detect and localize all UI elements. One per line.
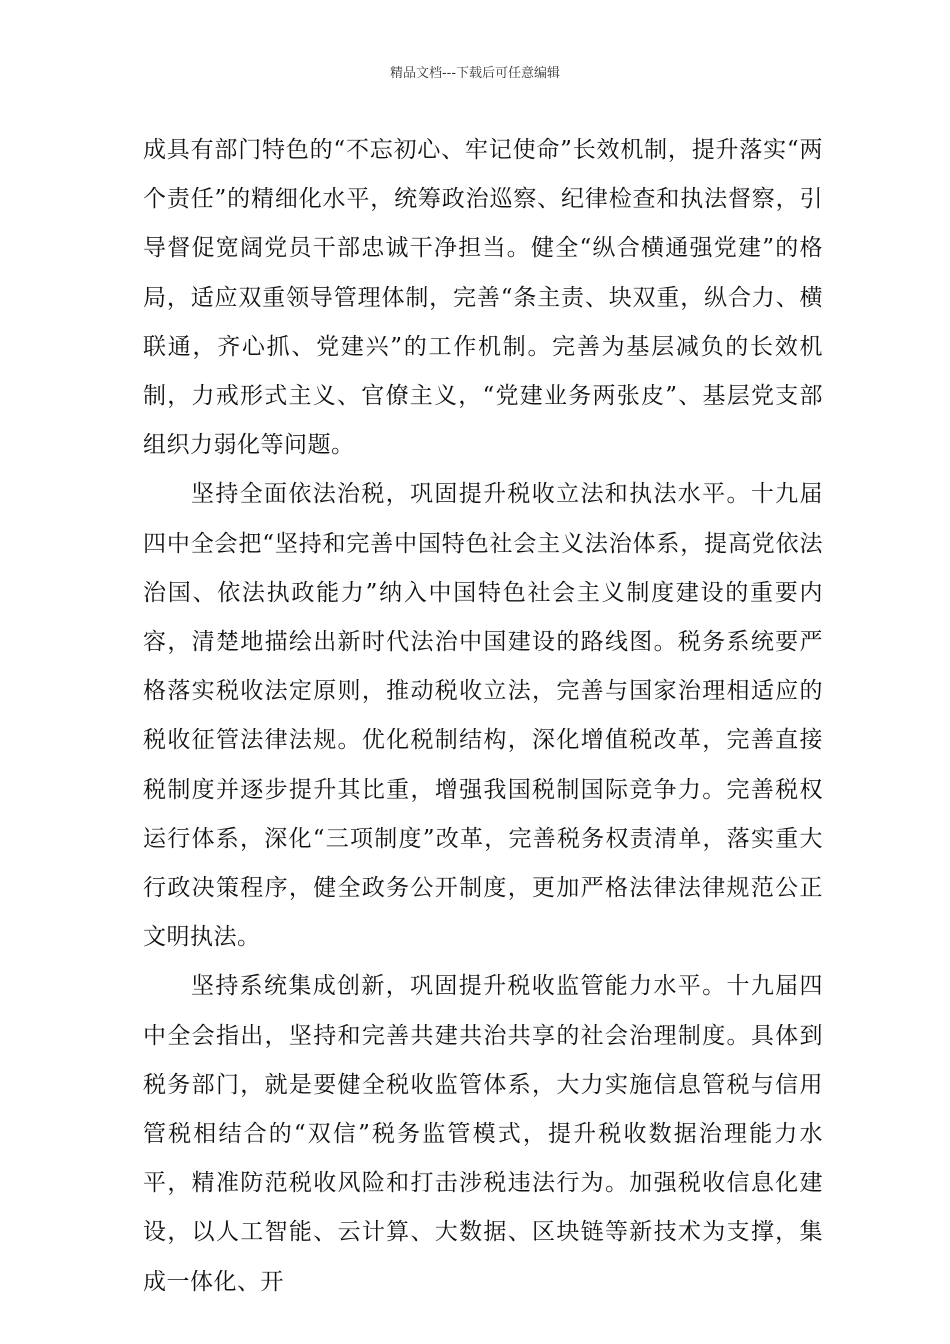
paragraph-3: 坚持系统集成创新，巩固提升税收监管能力水平。十九届四中全会指出，坚持和完善共建共治共享的社会治理制度。具体到税务部门，就是要健全税收监管体系，大力实施信息管税与信用管税相结合的“双信”税务监管模式，提升税收数据治理能力水平，精准防范税收风险和打击涉税违法行为。加强税收信息化建设，以人工智能、云计算、大数据、区块链等新技术为支撑，集成一体化、开 <box>143 973 823 1295</box>
page-header: 精品文档---下载后可任意编辑 <box>389 66 561 81</box>
paragraph-1: 成具有部门特色的“不忘初心、牢记使命”长效机制，提升落实“两个责任”的精细化水平，统筹政治巡察、纪律检查和执法督察，引导督促宽阔党员干部忠诚干净担当。健全“纵合横通强党建”的格局，适应双重领导管理体制，完善“条主责、块双重，纵合力、横联通，齐心抓、党建兴”的工作机制。完善为基层减负的长效机制，力戒形式主义、官僚主义，“党建业务两张皮”、基层党支部组织力弱化等问题。 <box>143 137 823 459</box>
document-body <box>143 126 823 1307</box>
paragraph-2: 坚持全面依法治税，巩固提升税收立法和执法水平。十九届四中全会把“坚持和完善中国特色社会主义法治体系，提高党依法治国、依法执政能力”纳入中国特色社会主义制度建设的重要内容，清楚地描绘出新时代法治中国建设的路线图。税务系统要严格落实税收法定原则，推动税收立法，完善与国家治理相适应的税收征管法律法规。优化税制结构，深化增值税改革，完善直接税制度并逐步提升其比重，增强我国税制国际竞争力。完善税权运行体系，深化“三项制度”改革，完善税务权责清单，落实重大行政决策程序，健全政务公开制度，更加严格法律法律规范公正文明执法。 <box>143 481 823 951</box>
